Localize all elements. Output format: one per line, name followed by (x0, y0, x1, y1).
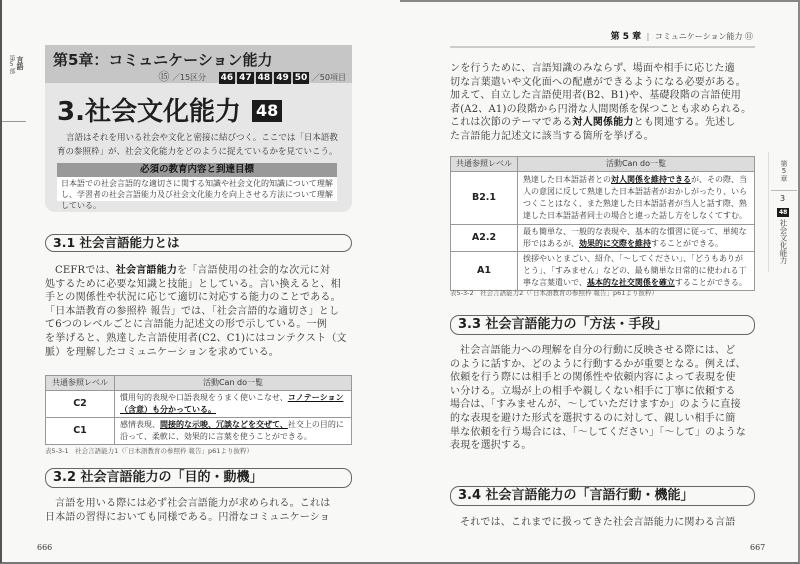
table-caption: 表5-3-2 社会言語能力2（「日本語教育の参照枠 報告」p61より抜粋） (450, 289, 658, 297)
text-line (45, 332, 347, 346)
level-cell: A2.2 (451, 225, 518, 252)
body-text-3-4 (450, 516, 735, 530)
chapter-band (45, 45, 352, 83)
text-line (450, 62, 751, 76)
table-header: 活動Can do一覧 (115, 376, 352, 391)
page-number: 667 (750, 543, 766, 552)
emphasis-text: 社会言語能力 (115, 265, 178, 276)
running-head-unit: ⑪ (745, 32, 753, 41)
section-title-text: 3.社会文化能力 (57, 97, 241, 127)
text-segment: 社交上の目的に沿って、柔軟に、効果的に言葉を使うことができる。 (120, 420, 344, 441)
text-line (45, 318, 347, 332)
text-segment: た言語能力記述文に該当する箇所を挙げる。 (450, 130, 654, 142)
text-line (45, 305, 347, 319)
side-tab-badge: 48 (779, 209, 788, 216)
side-tab-title: 言語 (16, 56, 24, 70)
can-do-table-2 (450, 156, 755, 291)
section-heading-3-1: 3.1 社会言語能力とは (45, 234, 352, 252)
side-tab-divider (771, 190, 797, 191)
section-heading-3-3: 3.3 社会言語能力の「方法・手段」 (450, 315, 755, 335)
text-line (450, 89, 751, 103)
chapter-title: 第5章：コミュニケーション能力 (53, 51, 273, 69)
can-do-cell (115, 391, 352, 418)
text-segment: 切な言葉遣いや文化面への配慮ができるようになる必要がある。 (450, 76, 746, 88)
body-text-3-1 (45, 264, 347, 359)
right-page (400, 0, 800, 564)
emphasis-text: 間接的な示唆、冗談などを交ぜて、 (160, 420, 288, 429)
text-segment: 社会言語能力への理解を自分の行動に反映させる際には、ど (460, 345, 736, 356)
text-segment: ンを行うために、言語知識のみならず、場面や相手に応じた適 (450, 63, 735, 74)
side-tab-section-no: 3 (780, 194, 786, 203)
body-text-intro (450, 62, 751, 144)
running-head-separator: | (646, 32, 650, 41)
text-segment: が、その際、当人の意図に反して熟達した日本語話者がおかしがったり、いらつくことはなく、また熟達した日本語話者が当人と話す際、熟達した日本語話者同士の場合と違った話し方をしなくてすむ。 (523, 175, 747, 220)
unit-total: ／15区分 (171, 73, 207, 82)
text-segment: 挨拶やいとまごい、紹介、「～してください」、「どうもありがとう」、「すみません」などの、最も簡単な日常的に使われる丁寧な言葉遣いで、 (523, 254, 747, 287)
text-line (450, 516, 735, 530)
section-heading-3-2: 3.2 社会言語能力の「目的・動機」 (45, 468, 352, 488)
text-segment: 日本語の習得においても同様である。円滑なコミュニケーショ (45, 511, 330, 523)
can-do-cell (115, 418, 352, 445)
table-row (451, 252, 755, 291)
section-badge: 48 (252, 100, 282, 122)
can-do-cell (518, 252, 755, 291)
text-segment: 的な表現を避けた形式を選択するのに対して、親しい相手に簡 (450, 412, 736, 424)
text-line (45, 264, 347, 278)
unit-badge: ⑮ (158, 70, 170, 83)
level-cell: C2 (46, 391, 115, 418)
text-line (45, 346, 347, 360)
text-segment: 感情表現、 (120, 420, 160, 429)
intro-text: 言語はそれを用いる社会や文化と密接に結びつく。ここでは「日本語教育の参照枠」が、社会文化能力をどのように捉えているかを見ていこう。 (57, 133, 338, 157)
emphasis-text: 効果的に交際を維持 (579, 239, 651, 248)
text-segment: 者(A2、A1)の段階から円滑な人間関係を保つことも求められる。 (450, 103, 752, 115)
text-line (450, 76, 751, 90)
text-segment: 最も簡単な、一般的な表現や、基本的な慣習に従って、単純な形ではあるが、 (523, 227, 747, 248)
emphasis-text: 対人関係を維持できる (611, 175, 691, 184)
text-segment: CEFRでは、 (55, 265, 116, 276)
table-header: 共通参照レベル (451, 157, 518, 172)
text-segment: 処するために必要な知識と技能」としている。言い換えると、相 (45, 278, 341, 290)
text-segment: それでは、これまでに扱ってきた社会言語能力に関わる言語 (460, 517, 736, 528)
table-row (451, 225, 755, 252)
text-segment: することができる。 (651, 239, 723, 248)
table-caption: 表5-3-1 社会言語能力1（「日本語教育の参照枠 報告」p61より抜粋） (45, 447, 253, 455)
running-head-chapter: 第 5 章 (610, 32, 642, 42)
text-segment: とも関連する。先述し (633, 117, 736, 129)
text-segment: 表現を選択する。 (450, 440, 532, 452)
text-segment: 場合は、「すみませんが、～していただけますか」のように直接 (450, 399, 741, 411)
text-segment: 依頼を行う際には相手との関係性や依頼内容によって表現を使 (450, 372, 736, 384)
text-line (450, 385, 746, 399)
text-segment: 加えて、自立した言語使用者(B2、B1)や、基礎段階の言語使用 (450, 90, 742, 102)
text-segment: 手との関係性や状況に応じて適切に対応する能力のことである。 (45, 292, 341, 304)
must-goal-title: 必須の教育内容と到達目標 (57, 163, 337, 177)
header-rule (450, 46, 755, 48)
must-goal-body: 日本語での社会言語的な適切さに関する知識や社会文化的知識について理解し、学習者の社会言語能力及び社会文化能力を向上させる方法について理解している。 (57, 177, 337, 201)
text-segment: て6つのレベルごとに言語能力記述文の形で示している。一例 (45, 319, 327, 331)
text-line (45, 278, 347, 292)
text-line (45, 511, 330, 525)
text-line (450, 412, 746, 426)
side-tab-part: 第5部 (8, 55, 15, 74)
section-title (57, 91, 282, 128)
text-line (450, 358, 746, 372)
text-segment: 単な依頼を行う場合には、「～してください」「～して」のような (450, 426, 746, 438)
progress-counts (158, 68, 346, 84)
text-line (45, 291, 347, 305)
text-segment: い分ける。立場が上の相手や親しくない相手に丁寧に依頼する (450, 385, 736, 397)
text-line (450, 130, 751, 144)
level-cell: A1 (451, 252, 518, 291)
text-segment: のように話すか、どのように行動するかが重要となる。例えば、 (450, 358, 746, 370)
text-segment: 慣用句的表現や口語表現をうまく使いこなせ、 (120, 393, 288, 402)
text-segment: 熟達した日本語話者との (523, 175, 611, 184)
text-segment: 言語を用いる際には必ず社会言語能力が求められる。これは (55, 498, 331, 509)
item-badge: 48 (257, 73, 271, 83)
text-segment: を挙げると、熟達した言語使用者(C2、C1)にはコンテクスト（文 (45, 332, 347, 344)
item-badge: 49 (276, 73, 289, 83)
body-text-3-3 (450, 344, 746, 453)
side-tab-chapter: 第5章 (780, 160, 788, 182)
table-header: 活動Can do一覧 (518, 157, 755, 172)
text-line (45, 497, 330, 511)
text-segment: 脈）を理解したコミュニケーションを求めている。 (45, 346, 279, 358)
item-badge: 47 (239, 73, 252, 83)
level-cell: C1 (46, 418, 115, 445)
can-do-cell (518, 172, 755, 225)
body-text-3-2 (45, 497, 330, 524)
text-line (450, 426, 746, 440)
text-line (450, 116, 751, 130)
text-line (450, 103, 751, 117)
table-header: 共通参照レベル (46, 376, 115, 391)
page-number: 666 (37, 543, 53, 552)
running-head-title: コミュニケーション能力 (654, 32, 743, 41)
text-segment: を「言語使用の社会的な次元に対 (177, 265, 331, 276)
text-segment: することができる。 (674, 278, 747, 287)
side-tab-title: 社会文化能力 (779, 219, 788, 264)
chapter-box (45, 45, 352, 212)
side-tab (2, 0, 26, 122)
emphasis-text: コノテーション（含意）も分かっている。 (120, 393, 344, 414)
text-line (450, 439, 746, 453)
running-head (611, 29, 753, 42)
level-cell: B2.1 (451, 172, 518, 225)
side-tab (768, 152, 798, 272)
table-row (46, 391, 352, 418)
item-badge: 50 (294, 73, 308, 83)
can-do-cell (518, 225, 755, 252)
can-do-table-1 (45, 375, 352, 445)
text-line (450, 371, 746, 385)
section-heading-3-4: 3.4 社会言語能力の「言語行動・機能」 (450, 486, 755, 506)
table-row (451, 172, 755, 225)
text-line (450, 344, 746, 358)
item-badge: 46 (220, 73, 234, 83)
table-row (46, 418, 352, 445)
text-segment: これは次節のテーマである (450, 117, 573, 129)
text-segment: 「日本語教育の参照枠 報告」では、「社会言語的な適切さ」とし (45, 305, 340, 317)
emphasis-text: 基本的な社交関係を確立 (586, 278, 675, 287)
item-total: ／50項目 (311, 73, 346, 82)
emphasis-text: 対人関係能力 (572, 117, 634, 129)
text-line (450, 398, 746, 412)
